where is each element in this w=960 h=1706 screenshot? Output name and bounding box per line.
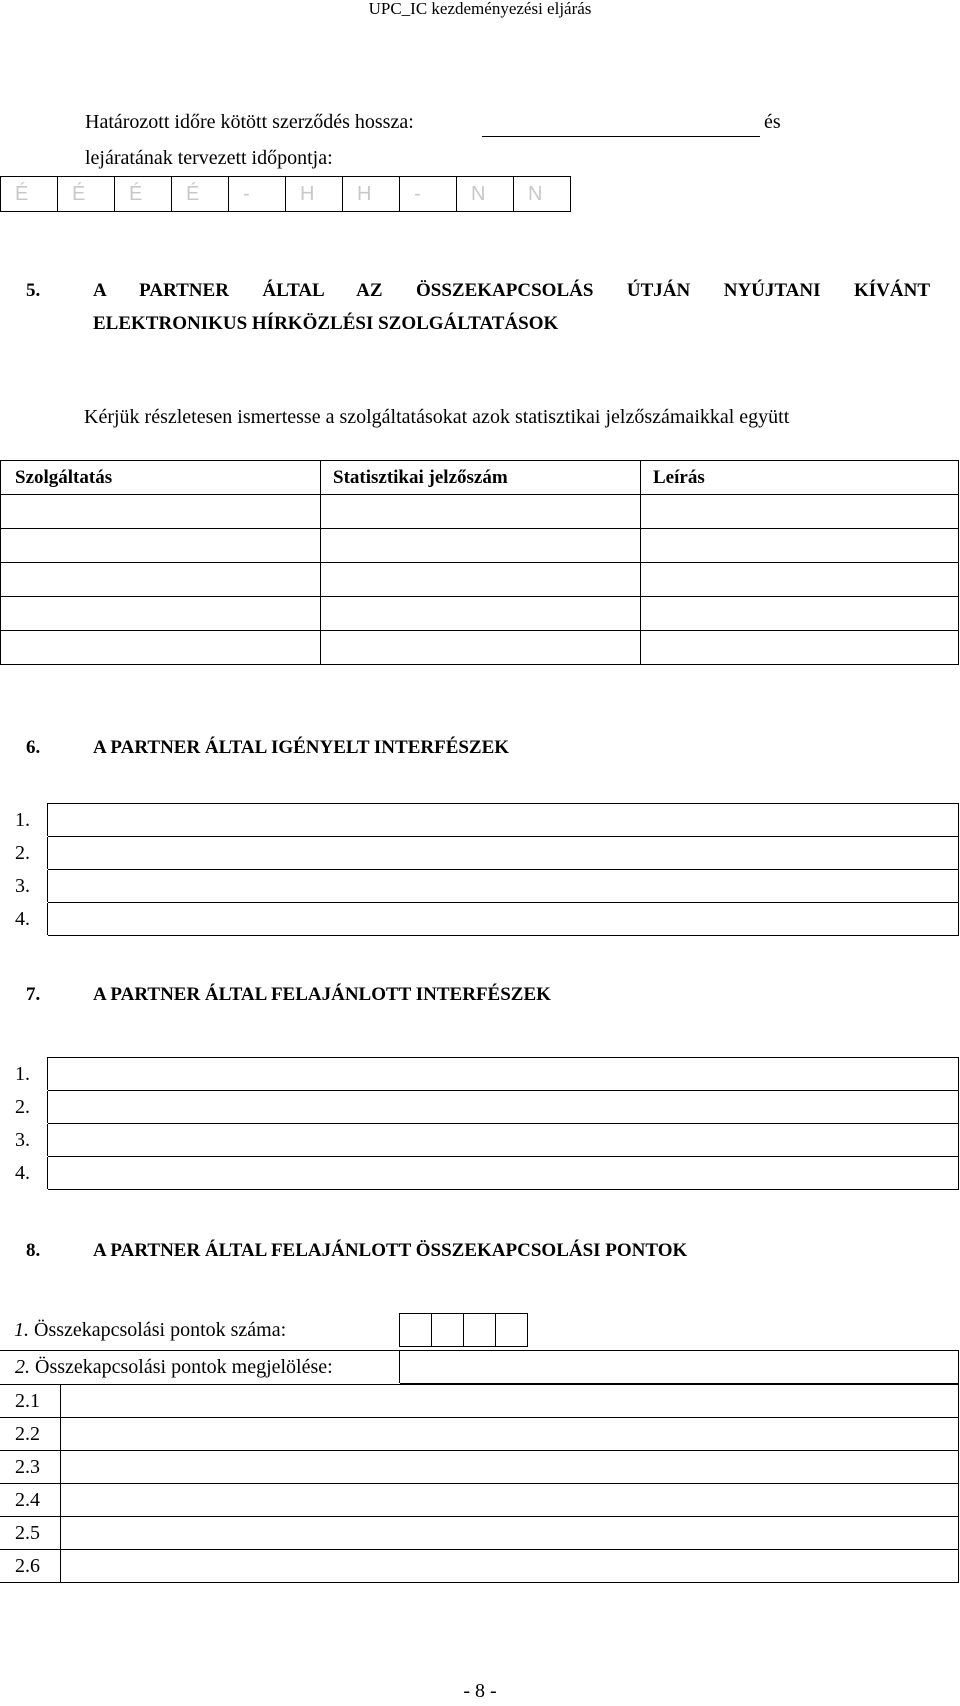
table-row (1, 495, 959, 529)
date-box-year-3[interactable]: É (115, 177, 172, 212)
point-designation-label (1, 1351, 400, 1384)
section5-instruction: Kérjük részletesen ismertesse a szolgáltatásokat azok statisztikai jelzőszámaikkal együtt (84, 406, 790, 428)
service-cell[interactable] (1, 631, 321, 665)
subitem-field[interactable] (61, 1550, 959, 1583)
interface-field[interactable] (48, 903, 959, 936)
description-cell[interactable] (641, 563, 959, 597)
service-cell[interactable] (1, 495, 321, 529)
subitem-number: 2.5 (1, 1517, 61, 1550)
subitem-number: 2.6 (1, 1550, 61, 1583)
row-number: 4. (1, 1157, 48, 1190)
subitem-number: 2.1 (1, 1385, 61, 1418)
date-box-day-1[interactable]: N (457, 177, 514, 212)
column-header-stat-code: Statisztikai jelzőszám (321, 461, 641, 495)
section6-title: A PARTNER ÁLTAL IGÉNYELT INTERFÉSZEK (93, 737, 510, 758)
description-cell[interactable] (641, 529, 959, 563)
point-subitems-table (0, 1384, 959, 1583)
point-count-digit-box[interactable] (431, 1314, 463, 1347)
column-header-description: Leírás (641, 461, 959, 495)
table-row (1, 1484, 959, 1517)
services-table (0, 460, 959, 665)
row-number: 1. (1, 804, 48, 837)
point-count-row (0, 1313, 528, 1347)
point-count-label (0, 1314, 399, 1347)
interface-field[interactable] (48, 1124, 959, 1157)
section6-number: 6. (26, 737, 41, 758)
contract-duration-label: Határozott időre kötött szerződés hossza: (85, 111, 414, 133)
point-designation-text: Összekapcsolási pontok megjelölése: (35, 1355, 333, 1378)
page-number: - 8 - (463, 1680, 497, 1702)
services-table-header (1, 461, 959, 495)
section5-title-line1: A PARTNER ÁLTAL AZ ÖSSZEKAPCSOLÁS ÚTJÁN NYÚJTANI KÍVÁNT (93, 280, 930, 301)
table-row (1, 1157, 959, 1190)
description-cell[interactable] (641, 597, 959, 631)
point-count-text: Összekapcsolási pontok száma: (34, 1318, 287, 1341)
date-box-year-1[interactable]: É (1, 177, 58, 212)
point-count-number: 1. (14, 1318, 29, 1341)
interface-field[interactable] (48, 1058, 959, 1091)
offered-interfaces-table (0, 1057, 959, 1190)
section8-title: A PARTNER ÁLTAL FELAJÁNLOTT ÖSSZEKAPCSOLÁSI PONTOK (93, 1240, 688, 1261)
table-row (1, 1091, 959, 1124)
stat-code-cell[interactable] (321, 495, 641, 529)
table-row (1, 597, 959, 631)
date-box-month-1[interactable]: H (286, 177, 343, 212)
subitem-field[interactable] (61, 1517, 959, 1550)
interface-field[interactable] (48, 870, 959, 903)
subitem-field[interactable] (61, 1385, 959, 1418)
interface-field[interactable] (48, 804, 959, 837)
subitem-field[interactable] (61, 1418, 959, 1451)
table-row (1, 529, 959, 563)
row-number: 3. (1, 870, 48, 903)
contract-expiry-label: lejáratának tervezett időpontja: (85, 147, 333, 169)
point-count-digit-box[interactable] (463, 1314, 495, 1347)
service-cell[interactable] (1, 597, 321, 631)
table-row (1, 1550, 959, 1583)
document-header: UPC_IC kezdeményezési eljárás (368, 0, 592, 18)
subitem-field[interactable] (61, 1484, 959, 1517)
subitem-field[interactable] (61, 1451, 959, 1484)
service-cell[interactable] (1, 529, 321, 563)
stat-code-cell[interactable] (321, 563, 641, 597)
description-cell[interactable] (641, 495, 959, 529)
table-row (1, 870, 959, 903)
row-number: 2. (1, 837, 48, 870)
point-designation-number: 2. (15, 1355, 30, 1378)
subitem-number: 2.2 (1, 1418, 61, 1451)
date-box-day-2[interactable]: N (514, 177, 571, 212)
and-word: és (764, 111, 781, 133)
stat-code-cell[interactable] (321, 529, 641, 563)
section5-number: 5. (26, 280, 41, 301)
subitem-number: 2.3 (1, 1451, 61, 1484)
table-row (1, 563, 959, 597)
date-separator-2: - (400, 177, 457, 212)
section5-title-line2: ELEKTRONIKUS HÍRKÖZLÉSI SZOLGÁLTATÁSOK (93, 313, 559, 334)
description-cell[interactable] (641, 631, 959, 665)
interface-field[interactable] (48, 837, 959, 870)
table-row (1, 1517, 959, 1550)
row-number: 2. (1, 1091, 48, 1124)
stat-code-cell[interactable] (321, 597, 641, 631)
interface-field[interactable] (48, 1157, 959, 1190)
table-row (1, 804, 959, 837)
section8-number: 8. (26, 1240, 41, 1261)
requested-interfaces-table (0, 803, 959, 936)
point-count-digit-box[interactable] (399, 1314, 431, 1347)
subitem-number: 2.4 (1, 1484, 61, 1517)
section7-number: 7. (26, 984, 41, 1005)
row-number: 1. (1, 1058, 48, 1091)
contract-duration-field[interactable] (482, 136, 760, 137)
date-box-year-2[interactable]: É (58, 177, 115, 212)
table-row (1, 837, 959, 870)
table-row (1, 1058, 959, 1091)
row-number: 3. (1, 1124, 48, 1157)
table-row (1, 1124, 959, 1157)
column-header-service: Szolgáltatás (1, 461, 321, 495)
service-cell[interactable] (1, 563, 321, 597)
interface-field[interactable] (48, 1091, 959, 1124)
date-box-year-4[interactable]: É (172, 177, 229, 212)
row-number: 4. (1, 903, 48, 936)
point-count-digit-box[interactable] (495, 1314, 527, 1347)
table-row (1, 1418, 959, 1451)
section7-title: A PARTNER ÁLTAL FELAJÁNLOTT INTERFÉSZEK (93, 984, 551, 1005)
point-designation-field[interactable] (400, 1351, 959, 1384)
expiry-date-boxes (0, 176, 571, 212)
date-separator-1: - (229, 177, 286, 212)
table-row (1, 631, 959, 665)
table-row (1, 1451, 959, 1484)
stat-code-cell[interactable] (321, 631, 641, 665)
table-row (1, 1385, 959, 1418)
date-box-month-2[interactable]: H (343, 177, 400, 212)
point-designation-row (0, 1350, 959, 1384)
table-row (1, 903, 959, 936)
